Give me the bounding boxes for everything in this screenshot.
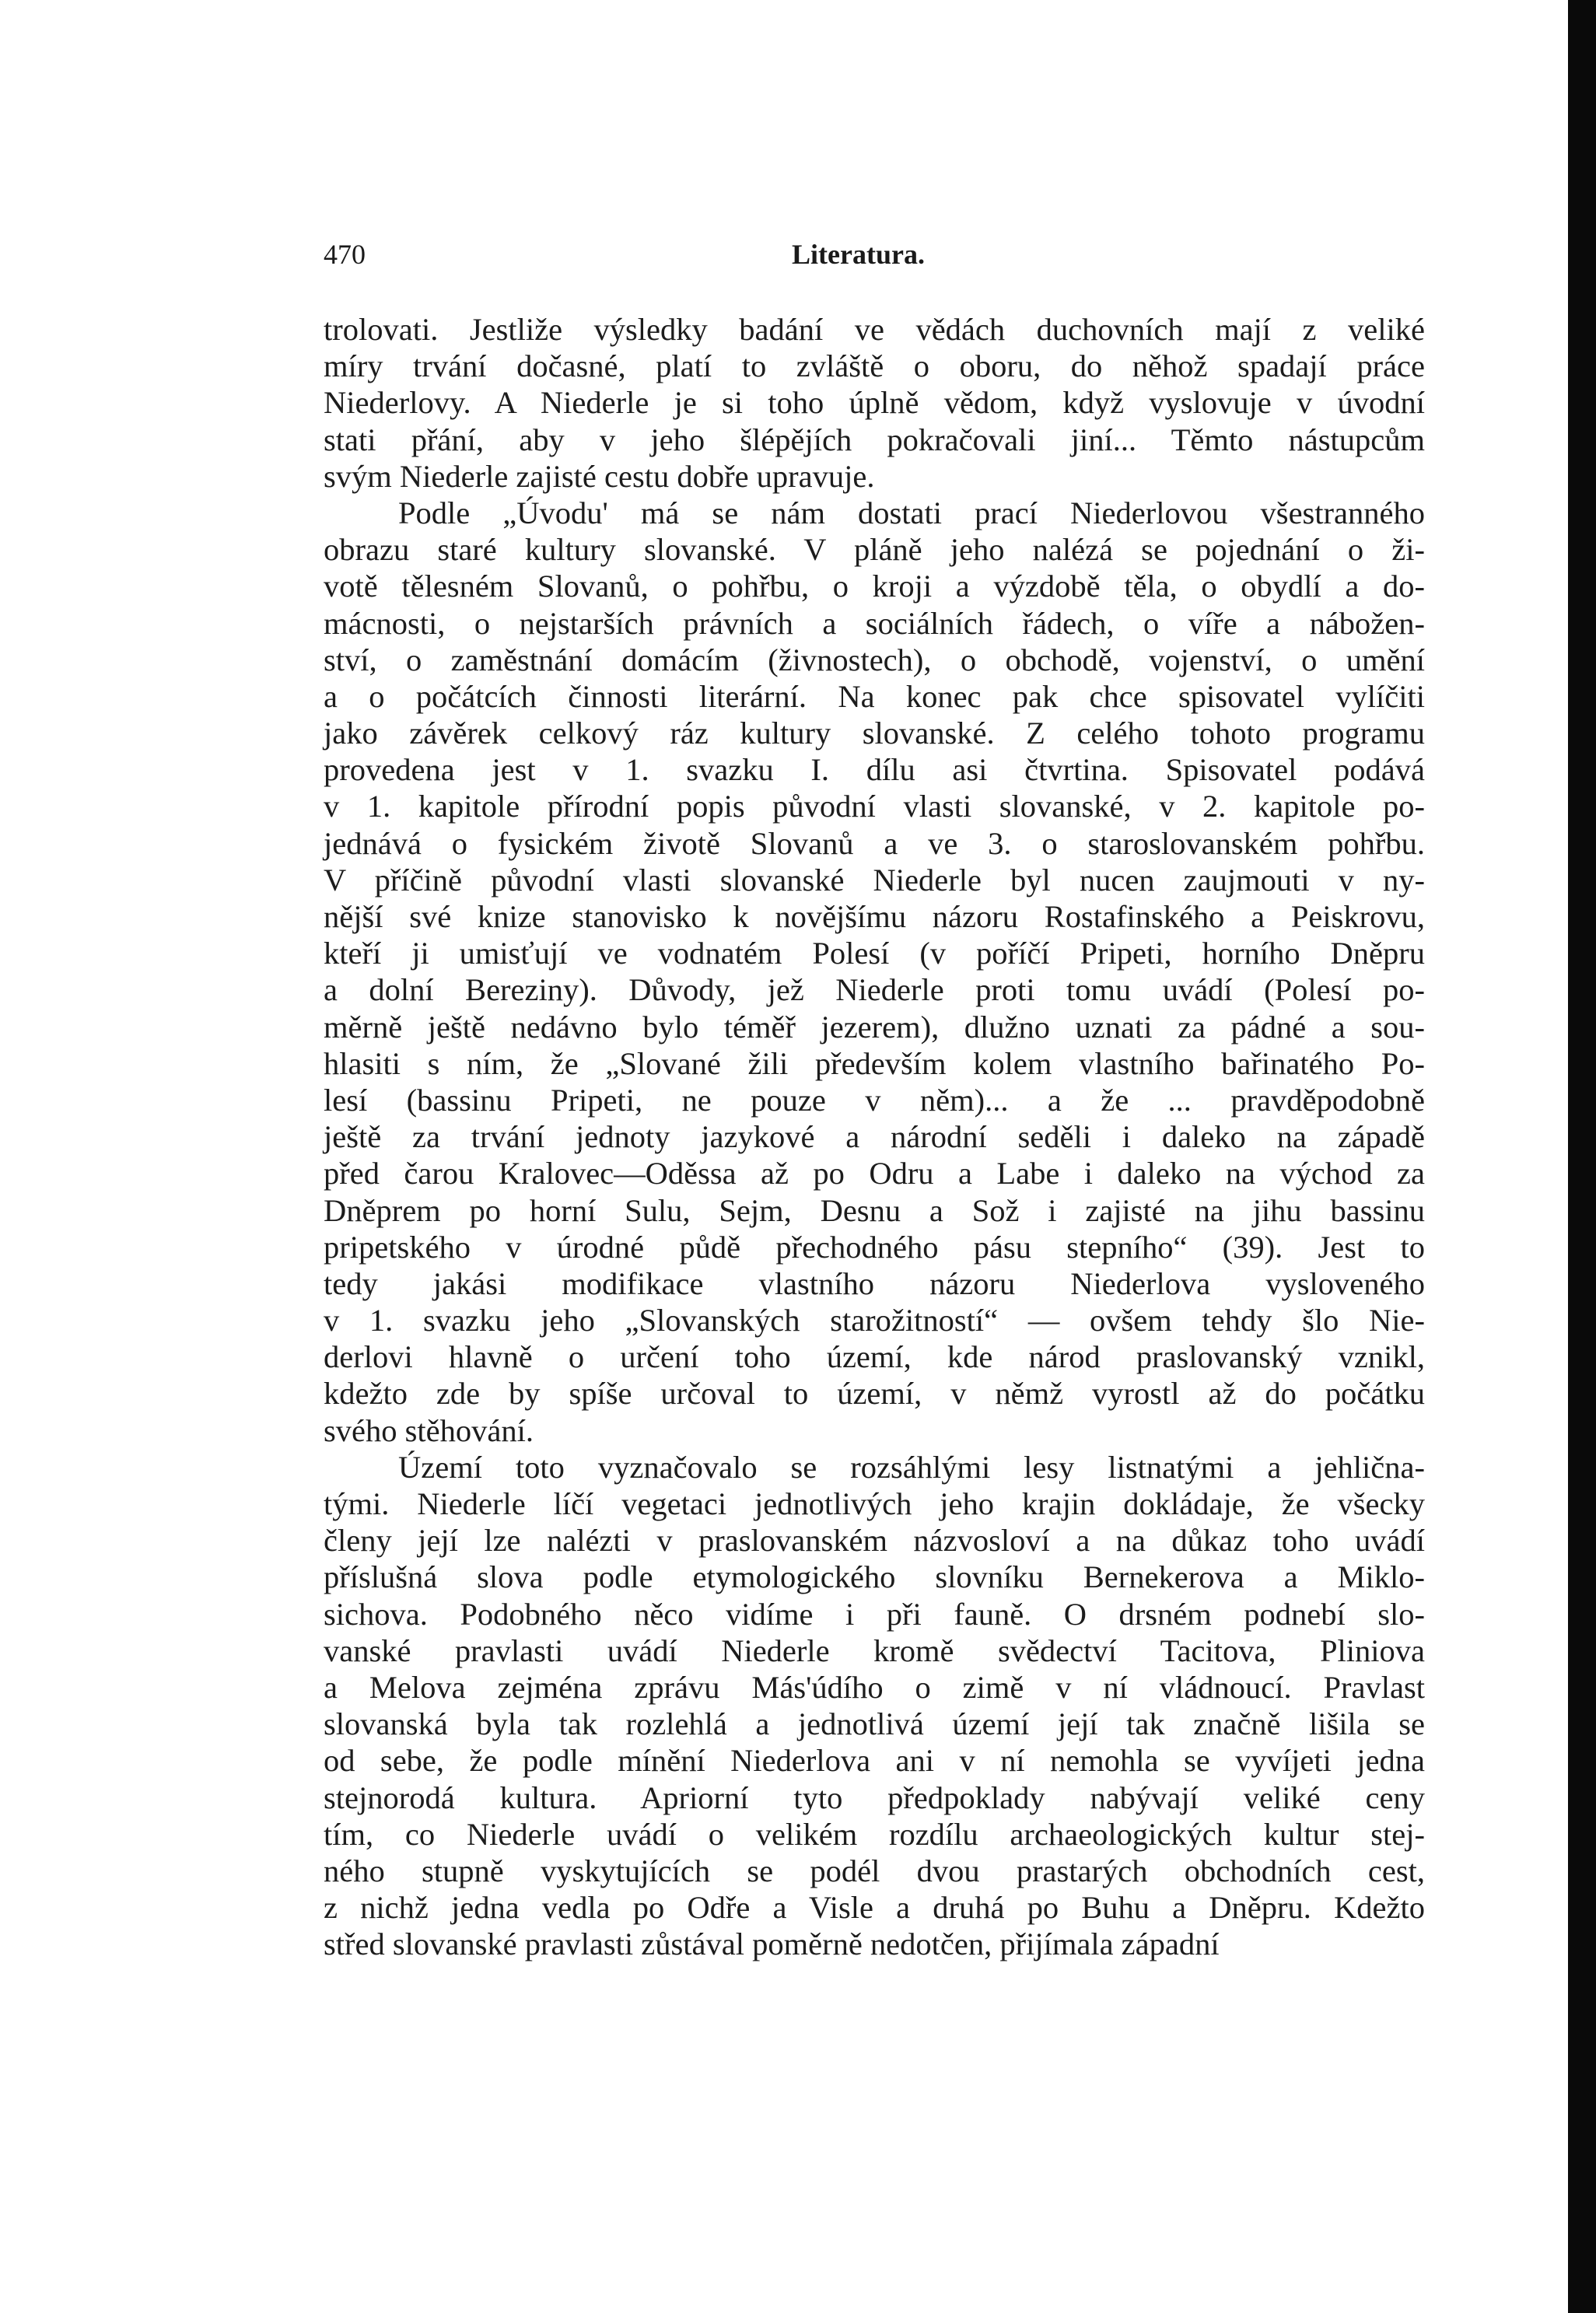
text-line: Podle „Úvodu' má se nám dostati prací Niederlovou všestranného (398, 495, 1425, 530)
text-line: nější své knize stanovisko k novějšímu názoru Rostafinského a Peiskrovu, (324, 899, 1425, 934)
text-line: stejnorodá kultura. Apriorní tyto předpoklady nabývají veliké ceny (324, 1779, 1425, 1815)
text-line: kteří ji umisťují ve vodnatém Polesí (v poříčí Pripeti, horního Dněpru (324, 936, 1425, 971)
paragraph (324, 495, 1425, 1449)
page-edge-border (1568, 0, 1596, 2313)
text-line: Území toto vyznačovalo se rozsáhlými lesy listnatými a jehlična- (398, 1449, 1425, 1485)
text-line: od sebe, že podle mínění Niederlova ani v ní nemohla se vyvíjeti jedna (324, 1743, 1425, 1779)
text-line: trolovati. Jestliže výsledky badání ve vědách duchovních mají z veliké (324, 312, 1425, 347)
text-line: kdežto zde by spíše určoval to území, v němž vyrostl až do počátku (324, 1376, 1425, 1412)
text-line: tedy jakási modifikace vlastního názoru Niederlova vysloveného (324, 1265, 1425, 1301)
text-line: míry trvání dočasné, platí to zvláště o oboru, do něhož spadají práce (324, 348, 1425, 384)
text-line: v 1. svazku jeho „Slovanských starožitností“ — ovšem tehdy šlo Nie- (324, 1303, 1425, 1338)
text-line: v 1. kapitole přírodní popis původní vlasti slovanské, v 2. kapitole po- (324, 789, 1425, 824)
text-line: V příčině původní vlasti slovanské Niederle byl nucen zaujmouti v ny- (324, 862, 1425, 898)
text-line: před čarou Kralovec—Oděssa až po Odru a Labe i daleko na východ za (324, 1156, 1425, 1191)
text-line: měrně ještě nedávno bylo téměř jezerem), dlužno uznati za pádné a sou- (324, 1009, 1425, 1045)
section-title: Literatura. (792, 239, 925, 270)
text-line: tými. Niederle líčí vegetaci jednotlivých jeho krajin dokládaje, že všecky (324, 1486, 1425, 1521)
text-line: ještě za trvání jednoty jazykové a národní seděli i daleko na západě (324, 1119, 1425, 1155)
text-line: jednává o fysickém životě Slovanů a ve 3. o staroslovanském pohřbu. (324, 825, 1425, 861)
text-line: derlovi hlavně o určení toho území, kde národ praslovanský vznikl, (324, 1339, 1425, 1375)
text-line: pripetského v úrodné půdě přechodného pásu stepního“ (39). Jest to (324, 1229, 1425, 1265)
text-line: členy její lze nalézti v praslovanském názvosloví a na důkaz toho uvádí (324, 1523, 1425, 1559)
text-line: svého stěhování. (324, 1412, 534, 1448)
text-line: stati přání, aby v jeho šlépějích pokračovali jiní... Těmto nástupcům (324, 422, 1425, 457)
paragraph (324, 311, 1425, 495)
text-line: tím, co Niederle uvádí o velikém rozdílu archaeologických kultur stej- (324, 1816, 1425, 1852)
paragraph (324, 1449, 1425, 1963)
text-line: vanské pravlasti uvádí Niederle kromě svědectví Tacitova, Pliniova (324, 1632, 1425, 1668)
text-line: Niederlovy. A Niederle je si toho úplně vědom, když vyslovuje v úvodní (324, 385, 1425, 421)
text-line: jako závěrek celkový ráz kultury slovanské. Z celého tohoto programu (324, 716, 1425, 751)
text-line: a dolní Bereziny). Důvody, jež Niederle proti tomu uvádí (Polesí po- (324, 972, 1425, 1008)
text-line: obrazu staré kultury slovanské. V pláně jeho nalézá se pojednání o ži- (324, 532, 1425, 568)
text-line: hlasiti s ním, že „Slované žili především kolem vlastního bařinatého Po- (324, 1045, 1425, 1081)
text-line: střed slovanské pravlasti zůstával poměrně nedotčen, přijímala západní (324, 1926, 1220, 1962)
body-text (324, 311, 1425, 1962)
text-line: provedena jest v 1. svazku I. dílu asi čtvrtina. Spisovatel podává (324, 752, 1425, 788)
text-line: slovanská byla tak rozlehlá a jednotlivá území její tak značně lišila se (324, 1706, 1425, 1742)
text-line: a o počátcích činnosti literární. Na konec pak chce spisovatel vylíčiti (324, 678, 1425, 714)
text-line: sichova. Podobného něco vidíme i při fauně. O drsném podnebí slo- (324, 1596, 1425, 1632)
page-number: 470 (324, 239, 366, 270)
text-line: svým Niederle zajisté cestu dobře upravuje. (324, 458, 875, 494)
running-head (324, 238, 1425, 272)
text-line: příslušná slova podle etymologického slovníku Bernekerova a Miklo- (324, 1559, 1425, 1595)
text-line: Dněprem po horní Sulu, Sejm, Desnu a Sož i zajisté na jihu bassinu (324, 1192, 1425, 1228)
text-line: a Melova zejména zprávu Más'údího o zimě v ní vládnoucí. Pravlast (324, 1669, 1425, 1705)
text-line: mácnosti, o nejstarších právních a sociálních řádech, o víře a nábožen- (324, 605, 1425, 641)
text-line: ného stupně vyskytujících se podél dvou prastarých obchodních cest, (324, 1853, 1425, 1888)
text-line: z nichž jedna vedla po Odře a Visle a druhá po Buhu a Dněpru. Kdežto (324, 1890, 1425, 1926)
text-line: lesí (bassinu Pripeti, ne pouze v něm)... a že ... pravděpodobně (324, 1082, 1425, 1118)
text-line: ství, o zaměstnání domácím (živnostech), o obchodě, vojenství, o umění (324, 642, 1425, 677)
text-line: votě tělesném Slovanů, o pohřbu, o kroji a výzdobě těla, o obydlí a do- (324, 569, 1425, 604)
